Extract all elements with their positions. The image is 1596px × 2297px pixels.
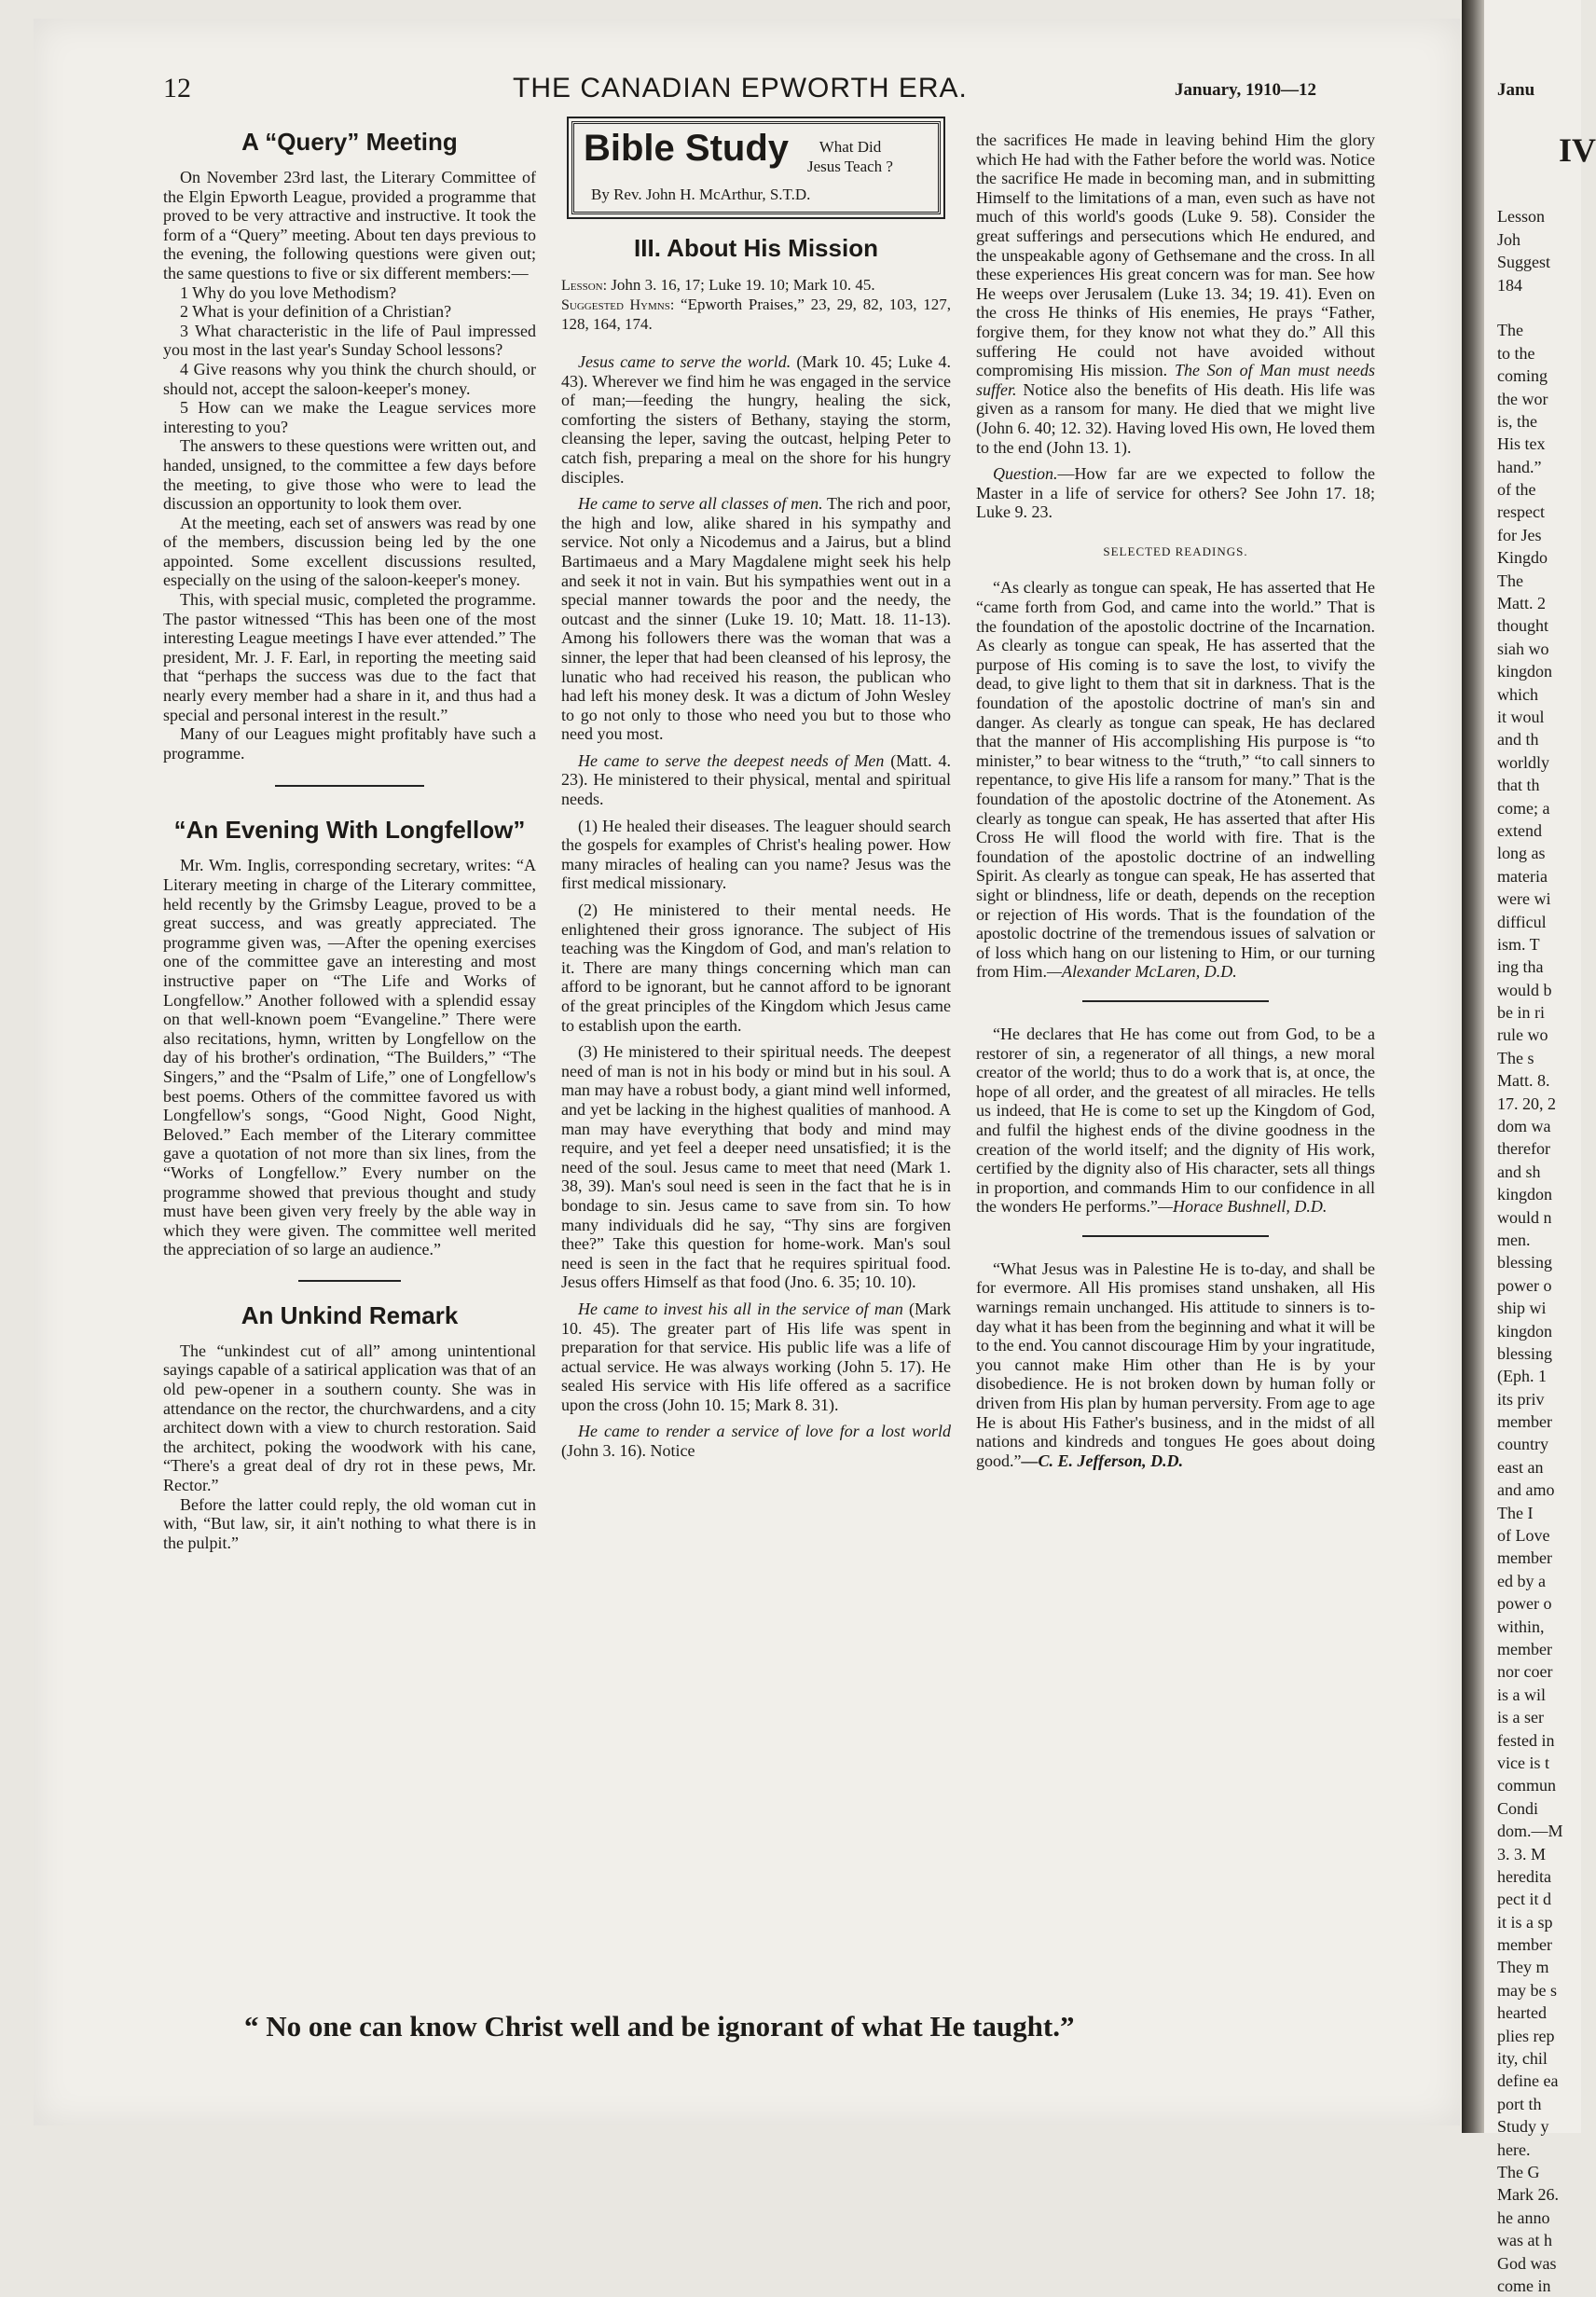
next-page-line: were wi — [1497, 889, 1551, 909]
next-page-line: was at h — [1497, 2231, 1552, 2250]
quote-author: —C. E. Jefferson, D.D. — [1021, 1451, 1184, 1470]
lead-phrase: The Son of Man must needs suffer. — [976, 361, 1375, 399]
next-page-line: here. — [1497, 2139, 1531, 2159]
next-page-line: within, — [1497, 1616, 1545, 1636]
selected-readings-heading: SELECTED READINGS. — [1103, 543, 1248, 558]
next-page-line: Study y — [1497, 2117, 1549, 2137]
question-item: 2 What is your definition of a Christian? — [180, 302, 452, 322]
next-page-line: come; a — [1497, 798, 1550, 818]
paragraph-text: (Mark 10. 45; Luke 4. 43). Wherever we find him he was engaged in the service of man;—feeding the hungry, healing the sick, comforting the sisters of Bethany, staying the storm, cleansing the leper, saving the outcast, helping Peter to catch fish, preparing a meal on the shore for his hungry disciples. — [561, 352, 952, 487]
next-page-line: member — [1497, 1640, 1552, 1658]
masthead: THE CANADIAN EPWORTH ERA. — [513, 73, 968, 103]
paragraph: (3) He ministered to their spiritual needs. The deepest need of man is not in his body or mind but in his soul. A man may have a robust body, a giant mind well informed, and yet be lacking in the highest qualities of manhood. A man may have everything that body and mind may require, and yet feel a deeper need unsatisfied; it is the need of the soul. Jesus came to meet that need (Mark 1. 38, 39). Man's soul need is seen in the fact that he is in bondage to sin. Jesus came to save from sin. To how many individuals did he say, “Thy sins are forgiven thee?” Take this question for home-work. Man's soul need is seen in the fact that he requires spiritual food. Jesus offers Himself as that food (Jno. 6. 35; 10. 10). — [561, 1042, 951, 1292]
next-page-line: the wor — [1497, 389, 1548, 408]
next-page-line: The — [1497, 571, 1523, 590]
next-page-line: coming — [1497, 366, 1548, 386]
next-page-line: for Jes — [1497, 525, 1542, 544]
next-page-line: power o — [1497, 1275, 1552, 1295]
next-page-line: member — [1497, 1548, 1552, 1568]
paragraph — [561, 494, 951, 744]
next-page-line: ed by a — [1497, 1571, 1546, 1590]
quote-author: —Alexander McLaren, D.D. — [1047, 962, 1237, 982]
column-2 — [561, 121, 951, 1461]
question-item: 1 Why do you love Methodism? — [180, 282, 397, 302]
paragraph: (1) He healed their diseases. The leaguer should search the gospels for examples of Christ's healing power. How many miracles of healing can you name? Jesus was the first medical missionary. — [561, 816, 951, 893]
next-page-line: commun — [1497, 1776, 1556, 1795]
bible-study-subtitle — [807, 137, 893, 176]
next-page-line: Lesson — [1497, 207, 1545, 227]
next-page-line: and th — [1497, 730, 1539, 750]
next-page-line: kingdon — [1497, 662, 1553, 681]
paragraph-text: Notice also the benefits of His death. His life was given as a ransom for many. He died that we might live (John 6. 40; 12. 32). Having loved His own, He loved them to the end (John 13. 1). — [976, 379, 1376, 457]
next-page-line: extend — [1497, 820, 1542, 840]
next-page-line: which — [1497, 684, 1538, 704]
next-page-line: of the — [1497, 480, 1536, 500]
next-page-line: Mark 26. — [1497, 2185, 1559, 2205]
next-page-line: materia — [1497, 866, 1548, 886]
next-page-line: The — [1497, 321, 1523, 340]
next-page-line: is a wil — [1497, 1685, 1546, 1704]
subtitle-line-2: Jesus Teach ? — [807, 158, 893, 175]
question-paragraph — [976, 464, 1375, 522]
lead-phrase: He came to invest his all in the service of man — [578, 1299, 903, 1318]
quote-author: —Horace Bushnell, D.D. — [1157, 1197, 1328, 1217]
paragraph-text: the sacrifices He made in leaving behind Him the glory which He had with the Father before the world was. Notice the sacrifice He made in becoming man, and in submitting Himself to the limitations of a man, even such as have not much of this world's goods (Luke 9. 58). Consider the great sufferings and persecutions which He endured, and the unspeakable agony of Gethsemane and the cross. In all these experiences His great concern was for man. See how He weeps over Jerusalem (Luke 13. 34; 19. 41). Even on the cross He thinks of His enemies, He prays “Father, forgive them, for they know not what they do.” All this suffering He could not have avoided without compromising His mission. — [976, 131, 1375, 380]
next-page-line: Kingdo — [1497, 548, 1548, 568]
next-page-line: worldly — [1497, 752, 1549, 772]
next-page-line: difficul — [1497, 912, 1547, 931]
next-page-line: men. — [1497, 1230, 1531, 1249]
paragraph: On November 23rd last, the Literary Committee of the Elgin Epworth League, provided a programme that proved to be very attractive and instructive. It took the form of a “Query” meeting. About ten days previous to the evening, the following questions were given out; the same questions to five or six different members:— — [163, 168, 536, 282]
next-page-line: kingdon — [1497, 1321, 1553, 1341]
next-page-line: member — [1497, 1412, 1552, 1432]
question-item: 4 Give reasons why you think the church should, or should not, accept the saloon-keeper's money. — [163, 359, 536, 398]
binding-gutter — [1462, 0, 1484, 2133]
question-text: —How far are we expected to follow the Master in a life of service for others? See John 17. 18; Luke 9. 23. — [976, 464, 1375, 522]
next-page-line: is a ser — [1497, 1708, 1544, 1727]
next-page-line: be in ri — [1497, 1003, 1545, 1023]
next-page-line — [1497, 183, 1563, 205]
next-page-line: power o — [1497, 1594, 1552, 1614]
quote-text: “What Jesus was in Palestine He is to-day, and shall be for evermore. All His promises stand unshaken, all His warnings remain unchanged. His attitude to sinners is to-day what it has been from the beginning and what it will be to the end. You cannot discourage Him by your ingratitude, you cannot make Him other than He is by your disobedience. He is not broken down by human folly or driven from His plan by human perversity. From age to age He is about His Father's business, and in the midst of all nations and kindreds and tongues He goes about doing good.” — [976, 1259, 1375, 1470]
next-page-line: it is a sp — [1497, 1912, 1553, 1932]
next-page-line: Condi — [1497, 1798, 1539, 1818]
next-page-line: port th — [1497, 2094, 1542, 2113]
divider-rule — [298, 1280, 401, 1282]
next-page-line — [1497, 296, 1563, 319]
next-page-line: pect it d — [1497, 1890, 1551, 1909]
paragraph: Many of our Leagues might profitably have such a programme. — [163, 724, 536, 763]
next-page-line: east an — [1497, 1457, 1544, 1477]
next-page-line: The G — [1497, 2162, 1540, 2181]
paragraph: The “unkindest cut of all” among unintentional sayings capable of a satirical application was that of an old pew-opener in a southern county. She was in attendance on the rector, the churchwardens, and a city architect down with a view to church restoration. Said the architect, poking the woodwork with his cane, “There's a great deal of dry rot in these pews, Mr. Rector.” — [163, 1341, 536, 1495]
subtitle-line-1: What Did — [819, 138, 882, 156]
divider-rule — [1082, 1235, 1269, 1237]
next-page-fragment — [1484, 0, 1596, 2295]
next-page-line: blessing — [1497, 1343, 1553, 1363]
article-title-query-meeting: A “Query” Meeting — [241, 128, 458, 156]
bible-study-author: By Rev. John H. McArthur, S.T.D. — [591, 186, 811, 203]
paragraph-text: (Mark 10. 45). The greater part of His life was spent in preparation for that service. His public life was a life of actual service. He was always working (John 5. 17). He sealed His service with His life offered as a sacrifice upon the cross (John 10. 15; Mark 8. 31). — [561, 1299, 952, 1414]
bible-study-title: Bible Study — [584, 128, 790, 169]
column-3 — [976, 131, 1375, 1470]
divider-rule — [1082, 1000, 1269, 1002]
paragraph-text: (John 3. 16). Notice — [561, 1441, 695, 1461]
paragraph-text: (Matt. 4. 23). He ministered to their physical, mental and spiritual needs. — [561, 750, 951, 809]
next-page-line: nor coer — [1497, 1662, 1553, 1682]
article-title-unkind-remark: An Unkind Remark — [241, 1300, 459, 1329]
next-page-line: They m — [1497, 1958, 1549, 1977]
next-page-line: define ea — [1497, 2071, 1559, 2091]
lead-phrase: He came to render a service of love for a lost world — [578, 1422, 951, 1441]
next-page-line: Suggest — [1497, 253, 1551, 272]
next-page-line: The I — [1497, 1503, 1534, 1522]
next-page-line: God was — [1497, 2253, 1557, 2273]
next-page-line: he anno — [1497, 2208, 1550, 2227]
paragraph: The answers to these questions were written out, and handed, unsigned, to the committee a few days before the meeting, to give those who were to lead the discussion an opportunity to look them over. — [163, 436, 536, 514]
next-page-header: Janu — [1497, 80, 1535, 100]
next-page-line: ism. T — [1497, 934, 1540, 954]
bible-study-box — [571, 121, 941, 214]
reading-quote — [976, 578, 1375, 981]
article-title-longfellow: “An Evening With Longfellow” — [173, 816, 526, 845]
question-label: Question. — [993, 464, 1058, 484]
next-page-line: The s — [1497, 1048, 1534, 1067]
next-page-line: vice is t — [1497, 1753, 1549, 1772]
next-page-line: ship wi — [1497, 1299, 1547, 1318]
column-1 — [163, 121, 536, 1552]
next-page-line: long as — [1497, 844, 1546, 863]
paragraph: Before the latter could reply, the old woman cut in with, “But law, sir, it ain't nothing to what there is in the pulpit.” — [163, 1494, 536, 1552]
next-page-line: is, the — [1497, 411, 1537, 431]
next-page-line: Matt. 8. — [1497, 1071, 1550, 1091]
next-page-line: 17. 20, 2 — [1497, 1093, 1556, 1113]
next-page-line: that th — [1497, 776, 1540, 795]
next-page-line: Joh — [1497, 229, 1521, 249]
reading-quote — [976, 1259, 1375, 1471]
lesson-refs — [561, 276, 951, 334]
next-page-title: IV — [1559, 131, 1596, 169]
question-item: 5 How can we make the League services more interesting to you? — [163, 398, 536, 436]
next-page-line: Matt. 2 — [1497, 594, 1546, 613]
hymns-label: Suggested Hymns: — [561, 297, 675, 313]
next-page-line: to the — [1497, 343, 1535, 363]
next-page-line: country — [1497, 1435, 1548, 1454]
next-page-line: His tex — [1497, 434, 1546, 454]
next-page-line: dom wa — [1497, 1117, 1551, 1136]
next-page-line: ing tha — [1497, 957, 1544, 977]
paragraph — [561, 352, 951, 487]
lesson-label: Lesson: — [561, 278, 608, 294]
quote-text: “He declares that He has come out from God, to be a restorer of sin, a regenerator of all things, a new moral creator of the world; thus to do a work that is, at once, the hope of all order, and the greatest of all miracles. He tells us indeed, that He is come to set up the Kingdom of God, and fulfil the highest ends of the divine goodness in the creation of the world itself; and the dignity of His work, certified by the dignity also of His character, sets all things in proportion, and commands Him to our confidence in all the wonders He performs.” — [976, 1024, 1375, 1217]
divider-rule — [275, 785, 424, 787]
next-page-line: would b — [1497, 980, 1552, 999]
paragraph: This, with special music, completed the programme. The pastor witnessed “This has been one of the most interesting League meetings I have ever attended.” The president, Mr. J. F. Earl, in reporting the meeting said that “perhaps the success was due to the fact that nearly every member had a share in it, and thus had a special and personal interest in the result.” — [163, 590, 536, 724]
page-number: 12 — [163, 73, 191, 103]
next-page-line: (Eph. 1 — [1497, 1367, 1547, 1386]
next-page-line: 3. 3. M — [1497, 1844, 1547, 1864]
next-page-line: dom.—M — [1497, 1822, 1563, 1841]
next-page-text — [1497, 183, 1563, 2297]
next-page-line: siah wo — [1497, 639, 1549, 658]
paragraph — [561, 751, 951, 809]
paragraph — [976, 131, 1375, 457]
lead-phrase: He came to serve all classes of men. — [578, 494, 823, 514]
next-page-line: rule wo — [1497, 1025, 1548, 1045]
issue-date: January, 1910—12 — [1175, 80, 1317, 100]
paragraph: Mr. Wm. Inglis, corresponding secretary, writes: “A Literary meeting in charge of the Literary committee, held recently by the Grimsby League, proved to be a great success, and was greatly appreciated. The programme given was, —After the opening exercises one of the committee gave an interesting and most instructive paper on “The Life and Works of Longfellow.” Another followed with a splendid essay on that well-known poem “Evangeline.” There were also recitations, hymn, written by Longfellow on the day of his brother's ordination, “The Builders,” “The Singers,” and the “Psalm of Life,” one of Longfellow's best poems. Others of the committee favored us with Longfellow's songs, “Good Night, Good Night, Beloved.” Each member of the Literary committee gave a quotation of not more than six lines, from the “Works of Longfellow.” Every number on the programme showed that previous thought and study must have been given very freely by the able way in which they were given. The committee well merited the appreciation of so large an audience.” — [163, 856, 536, 1259]
question-item: 3 What characteristic in the life of Paul impressed you most in the last year's Sunday School lessons? — [163, 321, 536, 360]
next-page-line: it woul — [1497, 707, 1545, 726]
next-page-line: hand.” — [1497, 457, 1542, 476]
next-page-line: ity, chil — [1497, 2049, 1548, 2069]
reading-quote — [976, 1025, 1375, 1217]
next-page-line: and sh — [1497, 1162, 1541, 1181]
next-page-line: hearted — [1497, 2003, 1547, 2023]
next-page-line: may be s — [1497, 1980, 1557, 2000]
next-page-line: respect — [1497, 502, 1545, 522]
next-page-line: thought — [1497, 616, 1549, 636]
next-page-line: would n — [1497, 1207, 1552, 1227]
hymns-text: “Epworth Praises,” 23, 29, 82, 103, 127, 128, 164, 174. — [561, 296, 951, 333]
next-page-line: come in — [1497, 2276, 1551, 2295]
next-page-line: member — [1497, 1935, 1552, 1955]
quote-text: “As clearly as tongue can speak, He has asserted that He “came forth from God, and came into the world.” That is the foundation of the apostolic doctrine of the Incarnation. As clearly as tongue can speak, He has asserted that the purpose of His coming is to save the lost, to vivify the dead, to give light to them that sit in darkness. That is the foundation of the apostolic doctrine of man's sin and danger. As clearly as tongue can speak, He has declared that the manner of His accomplishing His purpose is “to minister,” to bear witness to the “truth,” “to call sinners to repentance, to give His life a ransom for many.” That is the foundation of the apostolic doctrine of the Atonement. As clearly as tongue can speak, He has asserted that after His Cross He will flood the world with fire. That is the foundation of the apostolic doctrine of an indwelling Spirit. As clearly as tongue can speak, He has asserted that sight or blindness, life or death, depends on the reception or rejection of His words. That is the foundation of the apostolic doctrine of the tremendous issues of salvation or of loss which hang on our listening to Him, or our turning from Him. — [976, 578, 1375, 982]
next-page-line: and amo — [1497, 1480, 1555, 1500]
footer-quote: “ No one can know Christ well and be ignorant of what He taught.” — [244, 2010, 1075, 2043]
next-page-line: plies rep — [1497, 2026, 1555, 2045]
next-page-line: its priv — [1497, 1389, 1545, 1409]
section-title: III. About His Mission — [634, 234, 878, 262]
paragraph: (2) He ministered to their mental needs. He enlightened their gross ignorance. The subject of His teaching was the Kingdom of God, and man's relation to it. There are many things concerning which man can afford to be ignorant, but he cannot afford to be ignorant of the great principles of the Kingdom which Jesus came to establish upon the earth. — [561, 901, 951, 1035]
lesson-text: John 3. 16, 17; Luke 19. 10; Mark 10. 45. — [611, 276, 875, 294]
next-page-line: fested in — [1497, 1730, 1555, 1750]
next-page-line: 184 — [1497, 275, 1522, 295]
paragraph: At the meeting, each set of answers was read by one of the members, discussion being led by the one appointed. Some excellent discussions resulted, especially on the using of the saloon-keeper's money. — [163, 513, 536, 590]
next-page-line: kingdon — [1497, 1185, 1553, 1204]
lead-phrase: Jesus came to serve the world. — [578, 352, 791, 371]
next-page-line: blessing — [1497, 1253, 1553, 1272]
lead-phrase: He came to serve the deepest needs of Men — [578, 750, 885, 770]
paragraph — [561, 1300, 951, 1415]
paragraph — [561, 1422, 951, 1460]
paragraph-text: The rich and poor, the high and low, alike shared in his sympathy and service. Not only a Nicodemus and a Jairus, but a blind Bartimaeus and a Mary Magdalene might seek his help and seek it not in vain. But his sympathies went out in a special manner towards the poor and the needy, the outcast and the sinner (Luke 19. 10; Matt. 18. 11-13). Among his followers there was the woman that was a sinner, the leper that had been cleansed of his leprosy, the lunatic who had received his reason, the publican who had left his money desk. It was a dictum of John Wesley to go not only to those who need you but to those who need you most. — [561, 494, 951, 744]
page-header — [158, 73, 1380, 110]
next-page-line: heredita — [1497, 1866, 1551, 1886]
next-page-line: of Love — [1497, 1526, 1550, 1546]
next-page-line: therefor — [1497, 1139, 1550, 1159]
